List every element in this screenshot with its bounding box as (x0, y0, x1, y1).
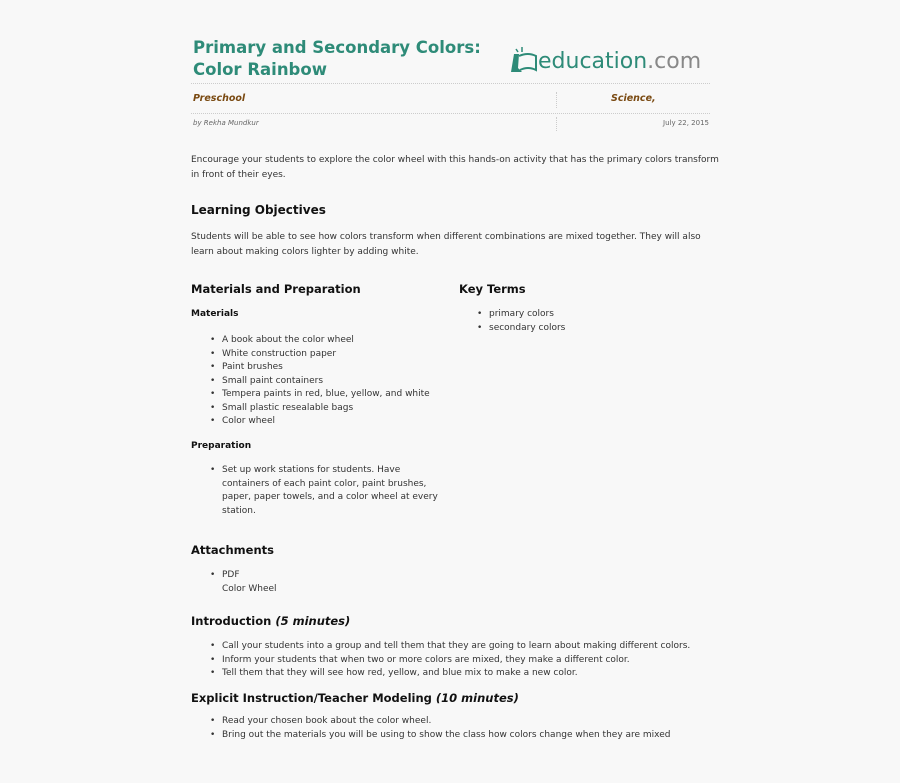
logo-text: education (538, 49, 648, 74)
materials-prep-heading: Materials and Preparation (191, 282, 361, 296)
materials-heading: Materials (191, 309, 239, 319)
divider (191, 113, 710, 114)
list-item: • Bring out the materials you will be using to show the class how colors change when they are mixed (210, 729, 670, 743)
date: July 22, 2015 (663, 119, 709, 127)
list-item: • Color wheel (210, 415, 430, 429)
introduction-list (210, 640, 690, 681)
intro-text: Encourage your students to explore the color wheel with this hands-on activity that has the primary colors transform in front of their eyes. (191, 155, 719, 180)
attachment-color-wheel[interactable]: Color Wheel (222, 583, 277, 594)
education-logo[interactable] (508, 44, 701, 74)
list-item: • Small paint containers (210, 375, 430, 389)
heading-text: Explicit Instruction/Teacher Modeling (191, 691, 432, 705)
attachments-list[interactable] (210, 569, 277, 596)
list-item: • White construction paper (210, 348, 430, 362)
lesson-title-line2: Color Rainbow (193, 60, 327, 79)
author: by Rekha Mundkur (193, 119, 259, 127)
heading-text: Introduction (191, 614, 272, 628)
key-terms-heading: Key Terms (459, 282, 526, 296)
attachment-pdf[interactable]: • PDF (210, 569, 277, 583)
list-item: • Inform your students that when two or more colors are mixed, they make a different color. (210, 654, 690, 668)
materials-list (210, 334, 430, 429)
attachments-heading: Attachments (191, 543, 274, 557)
grade-level[interactable]: Preschool (193, 93, 246, 104)
divider (191, 83, 710, 84)
key-terms-list (477, 308, 565, 335)
explicit-list (210, 715, 670, 742)
book-icon (508, 44, 538, 74)
list-item: • Tempera paints in red, blue, yellow, and white (210, 388, 430, 402)
objectives-text: Students will be able to see how colors transform when different combinations are mixed together. They will also learn about making colors lighter by adding white. (191, 232, 701, 257)
list-item: • Call your students into a group and tell them that they are going to learn about making different colors. (210, 640, 690, 654)
objectives-heading: Learning Objectives (191, 203, 326, 217)
divider (556, 92, 557, 108)
list-item: • primary colors (477, 308, 565, 322)
introduction-heading (191, 614, 350, 628)
preparation-list (210, 464, 450, 518)
preparation-heading: Preparation (191, 441, 252, 451)
list-item: • secondary colors (477, 322, 565, 336)
logo-suffix: .com (647, 49, 702, 74)
list-item: • Paint brushes (210, 361, 430, 375)
subject[interactable]: Science, (611, 93, 656, 104)
duration: (5 minutes) (275, 614, 351, 628)
divider (556, 117, 557, 131)
list-item: • Set up work stations for students. Have containers of each paint color, paint brushes, paper, paper towels, and a color wheel at every station. (210, 464, 450, 518)
list-item: • Small plastic resealable bags (210, 402, 430, 416)
list-item: • Read your chosen book about the color wheel. (210, 715, 670, 729)
duration: (10 minutes) (435, 691, 519, 705)
list-item: • Tell them that they will see how red, yellow, and blue mix to make a new color. (210, 667, 690, 681)
explicit-heading (191, 691, 519, 705)
lesson-title-line1: Primary and Secondary Colors: (193, 38, 481, 57)
list-item: • A book about the color wheel (210, 334, 430, 348)
